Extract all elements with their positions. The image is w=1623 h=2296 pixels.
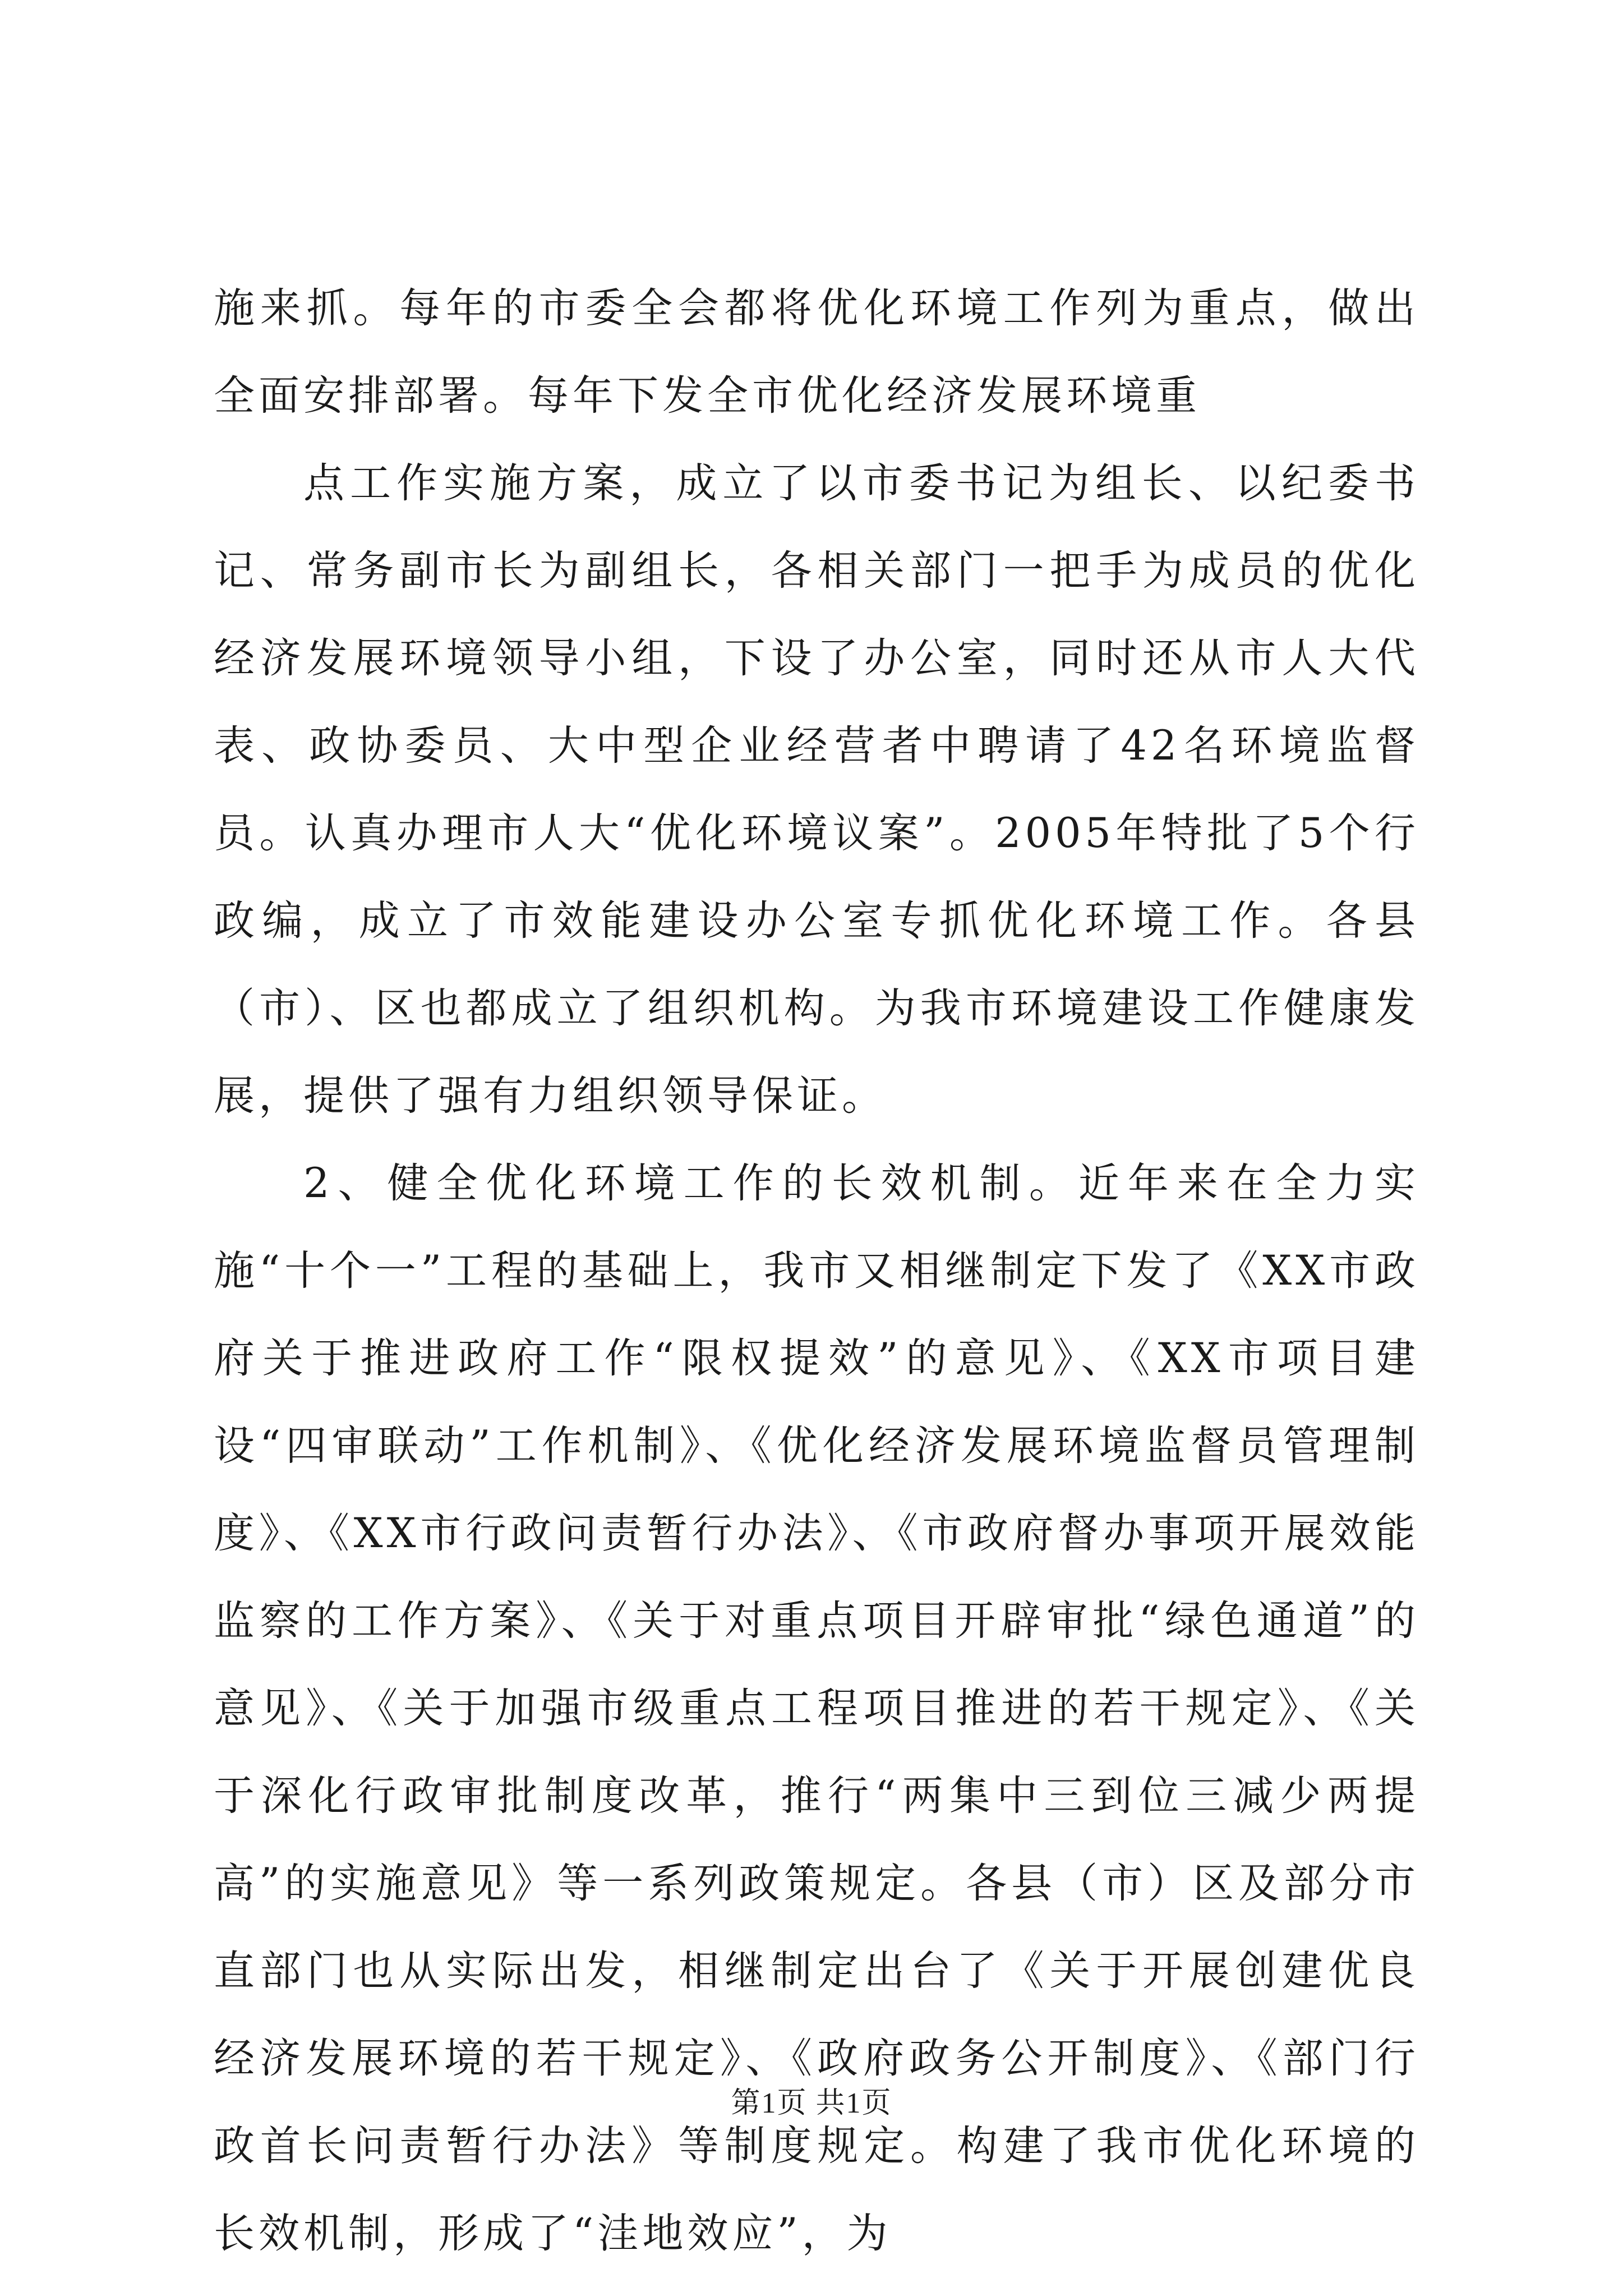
paragraph-2: 点工作实施方案，成立了以市委书记为组长、以纪委书记、常务副市长为副组长，各相关部门一把手为成员的优化经济发展环境领导小组，下设了办公室，同时还从市人大代表、政协委员、大中型企业经营者中聘请了42名环境监督员。认真办理市人大“优化环境议案”。2005年特批了5个行政编，成立了市效能建设办公室专抓优化环境工作。各县（市）、区也都成立了组织机构。为我市环境建设工作健康发展，提供了强有力组织领导保证。 [214, 459, 1419, 1120]
page-footer: 第1页 共1页 [731, 2087, 892, 2119]
document-body [214, 265, 1419, 2277]
paragraph-1: 施来抓。每年的市委全会都将优化环境工作列为重点，做出全面安排部署。每年下发全市优化经济发展环境重 [214, 284, 1419, 420]
paragraph-3: 2、健全优化环境工作的长效机制。近年来在全力实施“十个一”工程的基础上，我市又相继制定下发了《XX市政府关于推进政府工作“限权提效”的意见》、《XX市项目建设“四审联动”工作机制》、《优化经济发展环境监督员管理制度》、《XX市行政问责暂行办法》、《市政府督办事项开展效能监察的工作方案》、《关于对重点项目开辟审批“绿色通道”的意见》、《关于加强市级重点工程项目推进的若干规定》、《关于深化行政审批制度改革，推行“两集中三到位三减少两提高”的实施意见》等一系列政策规定。各县（市）区及部分市直部门也从实际出发，相继制定出台了《关于开展创建优良经济发展环境的若干规定》、《政府政务公开制度》、《部门行政首长问责暂行办法》等制度规定。构建了我市优化环境的长效机制，形成了“洼地效应”，为 [214, 1159, 1419, 2257]
